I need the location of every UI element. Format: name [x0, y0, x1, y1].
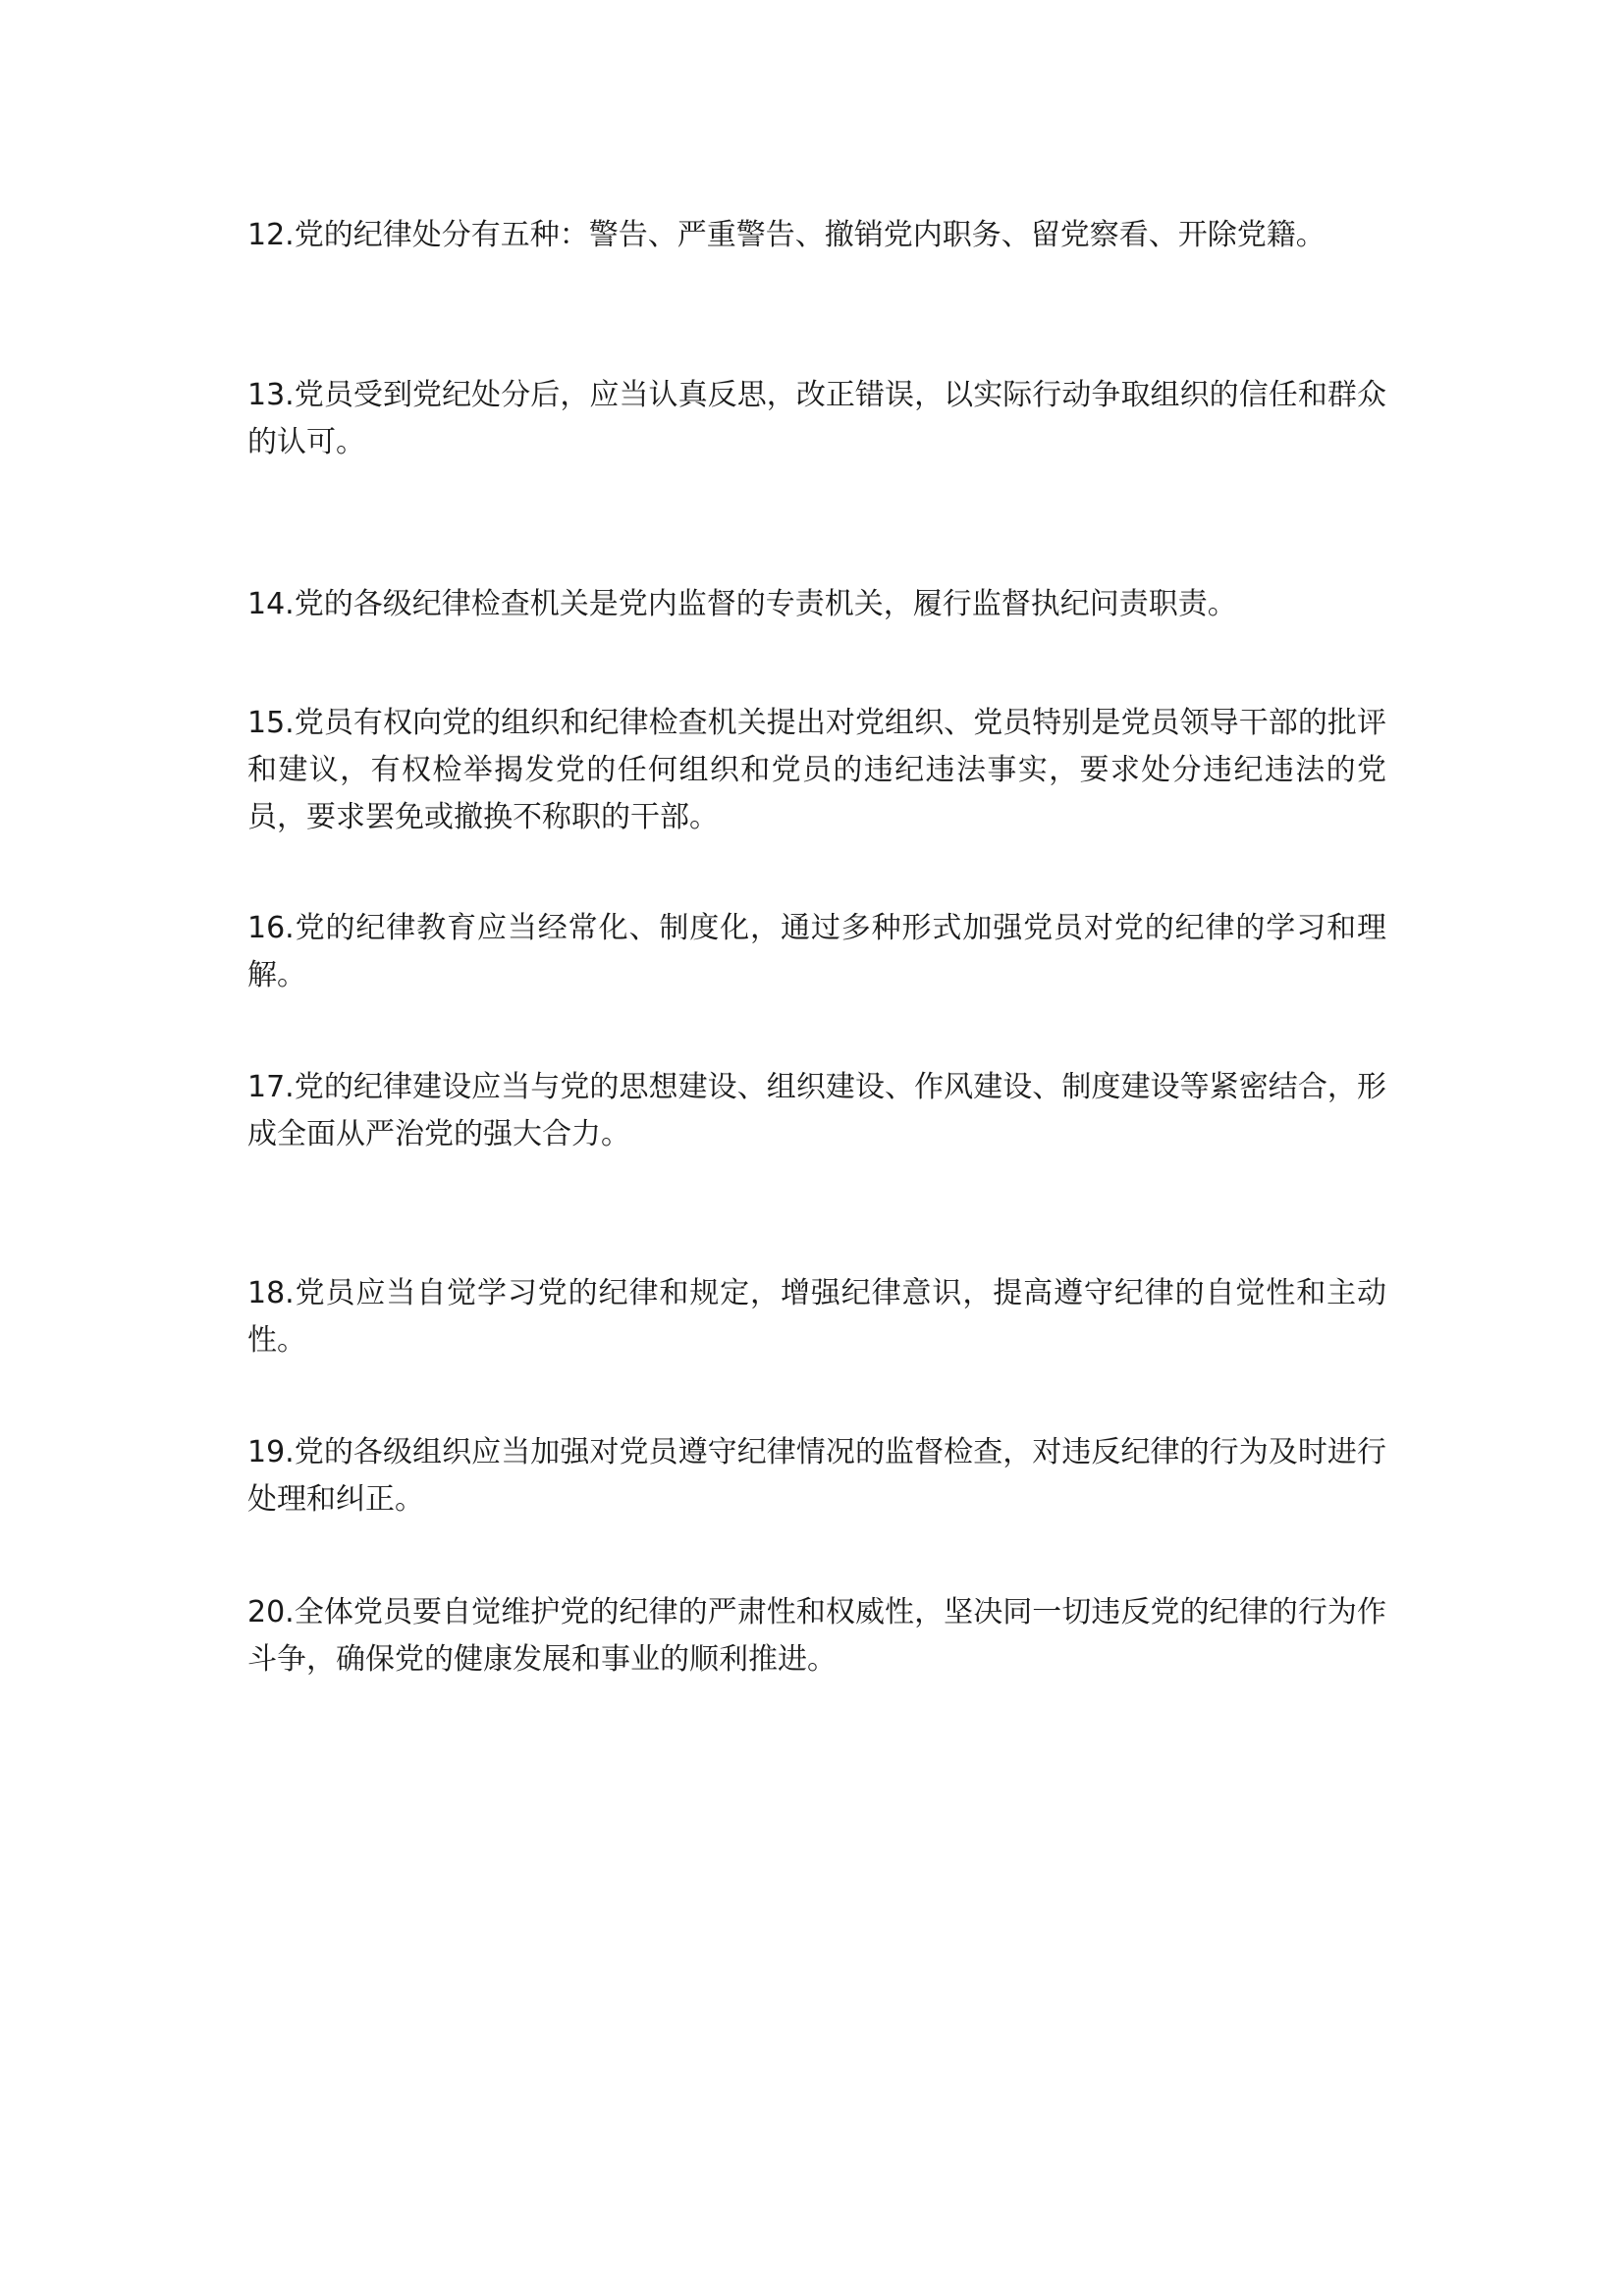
- paragraph-item-13: 13.党员受到党纪处分后，应当认真反思，改正错误，以实际行动争取组织的信任和群众的认可。: [247, 378, 1386, 459]
- paragraph-item-17: 17.党的纪律建设应当与党的思想建设、组织建设、作风建设、制度建设等紧密结合，形成全面从严治党的强大合力。: [247, 1070, 1386, 1151]
- paragraph-item-18: 18.党员应当自觉学习党的纪律和规定，增强纪律意识，提高遵守纪律的自觉性和主动性。: [247, 1276, 1386, 1358]
- paragraph-item-20: 20.全体党员要自觉维护党的纪律的严肃性和权威性，坚决同一切违反党的纪律的行为作斗争，确保党的健康发展和事业的顺利推进。: [247, 1595, 1386, 1677]
- paragraph-item-19: 19.党的各级组织应当加强对党员遵守纪律情况的监督检查，对违反纪律的行为及时进行处理和纠正。: [247, 1435, 1386, 1517]
- paragraph-item-12: 12.党的纪律处分有五种：警告、严重警告、撤销党内职务、留党察看、开除党籍。: [247, 218, 1326, 252]
- paragraph-item-14: 14.党的各级纪律检查机关是党内监督的专责机关，履行监督执纪问责职责。: [247, 587, 1237, 621]
- paragraph-item-16: 16.党的纪律教育应当经常化、制度化，通过多种形式加强党员对党的纪律的学习和理解。: [247, 911, 1386, 992]
- paragraph-item-15: 15.党员有权向党的组织和纪律检查机关提出对党组织、党员特别是党员领导干部的批评和建议，有权检举揭发党的任何组织和党员的违纪违法事实，要求处分违纪违法的党员，要求罢免或撤换不称职的干部。: [247, 706, 1386, 834]
